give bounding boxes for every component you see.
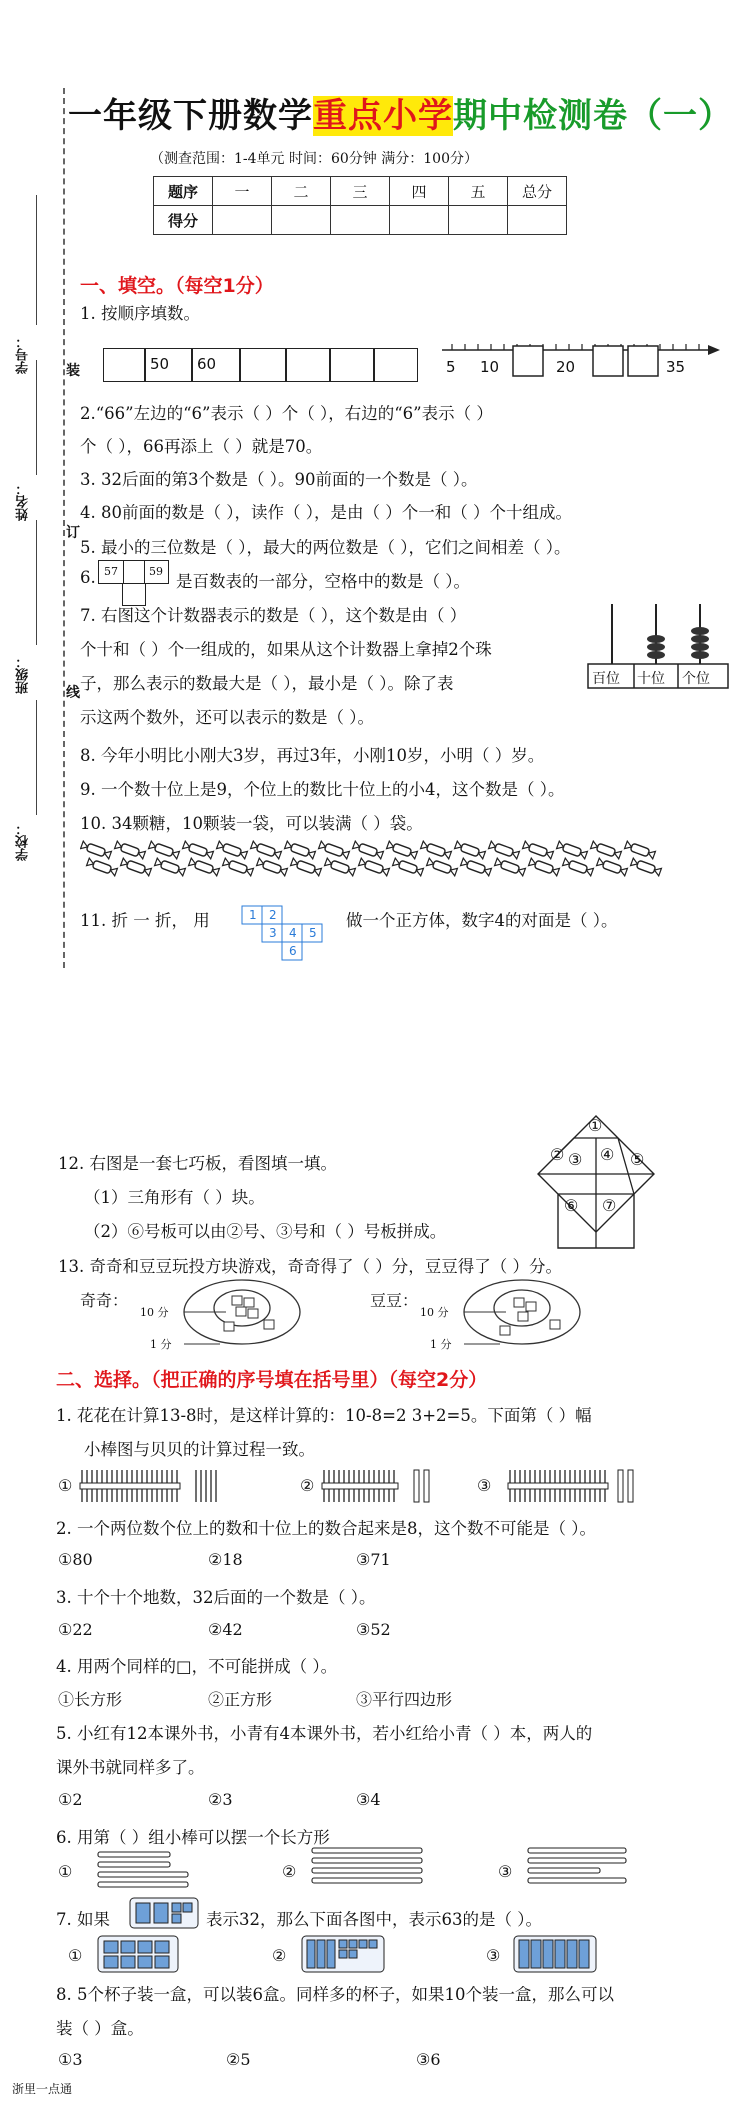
q7-text: 示这两个数外，还可以表示的数是（ ）。	[80, 708, 374, 727]
s2-q1-text-cont: 小棒图与贝贝的计算过程一致。	[84, 1440, 315, 1459]
q1-box[interactable]	[240, 348, 286, 382]
option-label[interactable]: ③	[486, 1946, 501, 1965]
section1-title: 一、填空。（每空1分）	[80, 275, 274, 297]
option-label[interactable]: ③	[498, 1862, 513, 1881]
candies-illustration	[80, 840, 720, 898]
ruler-label: 35	[666, 358, 686, 376]
option-label[interactable]: ③平行四边形	[356, 1690, 453, 1709]
score-ring-label: 10 分	[420, 1306, 449, 1319]
score-input-cell[interactable]	[508, 206, 567, 235]
score-cell: 题序	[154, 177, 213, 206]
abacus-label: 个位	[682, 671, 710, 687]
s2-q2-text: 2. 一个两位数个位上的数和十位上的数合起来是8，这个数不可能是（ ）。	[56, 1519, 596, 1538]
block-model-32	[128, 1896, 200, 1930]
side-rule	[36, 520, 37, 645]
side-label-name: 姓名：	[16, 482, 31, 521]
q1-box[interactable]	[103, 348, 145, 382]
cube-net-label: 5	[309, 926, 317, 940]
option-label[interactable]: ③4	[356, 1790, 381, 1809]
score-input-cell[interactable]	[272, 206, 331, 235]
block-model-option	[512, 1934, 598, 1974]
q6-number: 6.	[80, 568, 96, 587]
q1-box[interactable]	[374, 348, 418, 382]
ruler-blank-box[interactable]	[513, 346, 543, 376]
score-table	[153, 176, 567, 235]
stick-bundle-figure	[78, 1466, 228, 1506]
title-part3: 期中检测卷（一）	[453, 96, 733, 136]
cube-net-label: 4	[289, 926, 297, 940]
tangram-label: ②	[550, 1145, 565, 1164]
title-part1: 一年级下册数学	[68, 96, 313, 136]
score-input-cell[interactable]	[449, 206, 508, 235]
option-label[interactable]: ②	[272, 1946, 287, 1965]
q13-text: 13. 奇奇和豆豆玩投方块游戏，奇奇得了（ ）分，豆豆得了（ ）分。	[58, 1257, 562, 1276]
side-rule	[36, 195, 37, 325]
q5-text: 5. 最小的三位数是（ ），最大的两位数是（ ），它们之间相差（ ）。	[80, 538, 571, 557]
side-char-ding: 订	[66, 525, 80, 541]
q1-box[interactable]	[330, 348, 374, 382]
ruler-blank-box[interactable]	[628, 346, 658, 376]
q11-text-cont: 做一个正方体，数字4的对面是（ ）。	[346, 911, 618, 930]
option-label[interactable]: ②5	[226, 2050, 251, 2069]
score-table-header-row	[154, 177, 567, 206]
sticks-group	[526, 1844, 636, 1892]
ruler-label: 10	[480, 358, 500, 376]
ruler-label: 20	[556, 358, 576, 376]
option-label[interactable]: ①3	[58, 2050, 83, 2069]
hundred-chart-cell: 59	[144, 560, 169, 584]
score-cell: 二	[272, 177, 331, 206]
score-input-cell[interactable]	[213, 206, 272, 235]
block-model-option	[300, 1934, 386, 1974]
abacus-label: 十位	[637, 671, 665, 687]
q9-text: 9. 一个数十位上是9，个位上的数比十位上的小4，这个数是（ ）。	[80, 780, 565, 799]
score-cell: 三	[331, 177, 390, 206]
cube-net-label: 2	[269, 908, 277, 922]
score-cell: 一	[213, 177, 272, 206]
option-label[interactable]: ①22	[58, 1620, 93, 1639]
q12-2-text: （2）⑥号板可以由②号、③号和（ ）号板拼成。	[84, 1222, 447, 1241]
option-label[interactable]: ②42	[208, 1620, 243, 1639]
option-label[interactable]: ②	[300, 1476, 315, 1495]
sticks-group	[96, 1848, 196, 1892]
ruler-label: 5	[446, 358, 456, 376]
q11-text: 11. 折 一 折， 用	[80, 911, 210, 930]
tangram-label: ⑦	[602, 1196, 617, 1215]
score-ring-label: 1 分	[430, 1338, 452, 1351]
title-highlight: 重点小学	[313, 96, 453, 136]
s2-q6-text: 6. 用第（ ）组小棒可以摆一个长方形	[56, 1828, 330, 1847]
s2-q5-text: 5. 小红有12本课外书，小青有4本课外书，若小红给小青（ ）本，两人的	[56, 1724, 593, 1743]
option-label[interactable]: ①80	[58, 1550, 93, 1569]
side-rule	[36, 360, 37, 475]
hundred-chart-blank[interactable]	[122, 560, 145, 584]
q13-name-doudou: 豆豆：	[370, 1291, 419, 1310]
s2-q4-text: 4. 用两个同样的□，不可能拼成（ ）。	[56, 1657, 338, 1676]
q8-text: 8. 今年小明比小刚大3岁，再过3年，小刚10岁，小明（ ）岁。	[80, 746, 545, 765]
q2-text-cont: 个（ ），66再添上（ ）就是70。	[80, 437, 323, 456]
q13-name-qiqi: 奇奇：	[80, 1291, 129, 1310]
tangram-label: ④	[600, 1145, 615, 1164]
stick-bundle-figure	[320, 1466, 460, 1506]
side-char-zhuang: 装	[66, 363, 80, 379]
option-label[interactable]: ①	[68, 1946, 83, 1965]
stick-bundle-figure	[506, 1466, 646, 1506]
q3-text: 3. 32后面的第3个数是（ ）。90前面的一个数是（ ）。	[80, 470, 478, 489]
s2-q8-text: 8. 5个杯子装一盒，可以装6盒。同样多的杯子，如果10个装一盒，那么可以	[56, 1985, 614, 2004]
footer-watermark: 浙里一点通	[12, 2082, 73, 2096]
cube-net-label: 1	[249, 908, 257, 922]
option-label[interactable]: ②18	[208, 1550, 243, 1569]
ruler-blank-box[interactable]	[593, 346, 623, 376]
q1-box[interactable]	[286, 348, 330, 382]
option-label[interactable]: ①	[58, 1862, 73, 1881]
option-label[interactable]: ②3	[208, 1790, 233, 1809]
score-ring-label: 10 分	[140, 1306, 169, 1319]
s2-q7-text: 7. 如果	[56, 1910, 110, 1929]
option-label[interactable]: ③71	[356, 1550, 391, 1569]
s2-q1-text: 1. 花花在计算13-8时，是这样计算的：10-8=2 3+2=5。下面第（ ）幅	[56, 1406, 592, 1425]
hundred-chart-cell: 57	[98, 560, 124, 584]
exam-meta: （测查范围：1-4单元 时间：60分钟 满分：100分）	[150, 151, 478, 167]
option-label[interactable]: ③52	[356, 1620, 391, 1639]
q7-text: 个十和（ ）个一组成的，如果从这个计数器上拿掉2个珠	[80, 640, 492, 659]
option-label[interactable]: ①	[58, 1476, 73, 1495]
q4-text: 4. 80前面的数是（ ），读作（ ），是由（ ）个一和（ ）个十组成。	[80, 503, 572, 522]
cube-net-label: 3	[269, 926, 277, 940]
s2-q8-text-cont: 装（ ）盒。	[56, 2019, 144, 2038]
s2-q5-text-cont: 课外书就同样多了。	[56, 1758, 205, 1777]
q6-text: 是百数表的一部分，空格中的数是（ ）。	[176, 572, 470, 591]
score-cell: 四	[390, 177, 449, 206]
score-cell: 五	[449, 177, 508, 206]
tangram-label: ③	[568, 1150, 583, 1169]
s2-q3-text: 3. 十个十个地数，32后面的一个数是（ ）。	[56, 1588, 376, 1607]
option-label[interactable]: ②	[282, 1862, 297, 1881]
abacus-label: 百位	[592, 671, 620, 687]
score-input-cell[interactable]	[390, 206, 449, 235]
block-model-option	[96, 1934, 180, 1974]
q7-text: 7. 右图这个计数器表示的数是（ ），这个数是由（ ）	[80, 606, 467, 625]
s2-q7-text-cont: 表示32，那么下面各图中，表示63的是（ ）。	[206, 1910, 542, 1929]
option-label[interactable]: ②正方形	[208, 1690, 273, 1709]
q2-text: 2.“66”左边的“6”表示（ ）个（ ），右边的“6”表示（ ）	[80, 404, 493, 423]
score-cell: 总分	[508, 177, 567, 206]
option-label[interactable]: ③6	[416, 2050, 441, 2069]
q12-1-text: （1）三角形有（ ）块。	[84, 1188, 265, 1207]
score-cell: 得分	[154, 206, 213, 235]
sticks-group	[310, 1844, 430, 1892]
tangram-label: ⑥	[564, 1196, 579, 1215]
option-label[interactable]: ①长方形	[58, 1690, 123, 1709]
score-ring-label: 1 分	[150, 1338, 172, 1351]
side-label-id: 学号：	[16, 335, 31, 374]
side-char-xian: 线	[66, 685, 80, 701]
tangram-label: ⑤	[630, 1150, 645, 1169]
section2-title: 二、选择。（把正确的序号填在括号里）（每空2分）	[56, 1369, 488, 1391]
side-label-school: 学校：	[16, 822, 31, 861]
cube-net-label: 6	[289, 944, 297, 958]
q7-text: 子，那么表示的数最大是（ ），最小是（ ）。除了表	[80, 674, 454, 693]
side-rule	[36, 700, 37, 815]
option-label[interactable]: ①2	[58, 1790, 83, 1809]
binding-dashed-line	[63, 88, 65, 968]
q1-box: 50	[145, 348, 192, 382]
option-label[interactable]: ③	[477, 1476, 492, 1495]
tangram-label: ①	[588, 1116, 603, 1135]
page-title	[68, 88, 738, 138]
q1-text: 1. 按顺序填数。	[80, 304, 200, 323]
q12-text: 12. 右图是一套七巧板，看图填一填。	[58, 1154, 337, 1173]
q10-text: 10. 34颗糖，10颗装一袋，可以装满（ ）袋。	[80, 814, 423, 833]
score-input-cell[interactable]	[331, 206, 390, 235]
score-table-score-row	[154, 206, 567, 235]
q1-box: 60	[192, 348, 240, 382]
side-label-class: 班级：	[16, 655, 31, 694]
